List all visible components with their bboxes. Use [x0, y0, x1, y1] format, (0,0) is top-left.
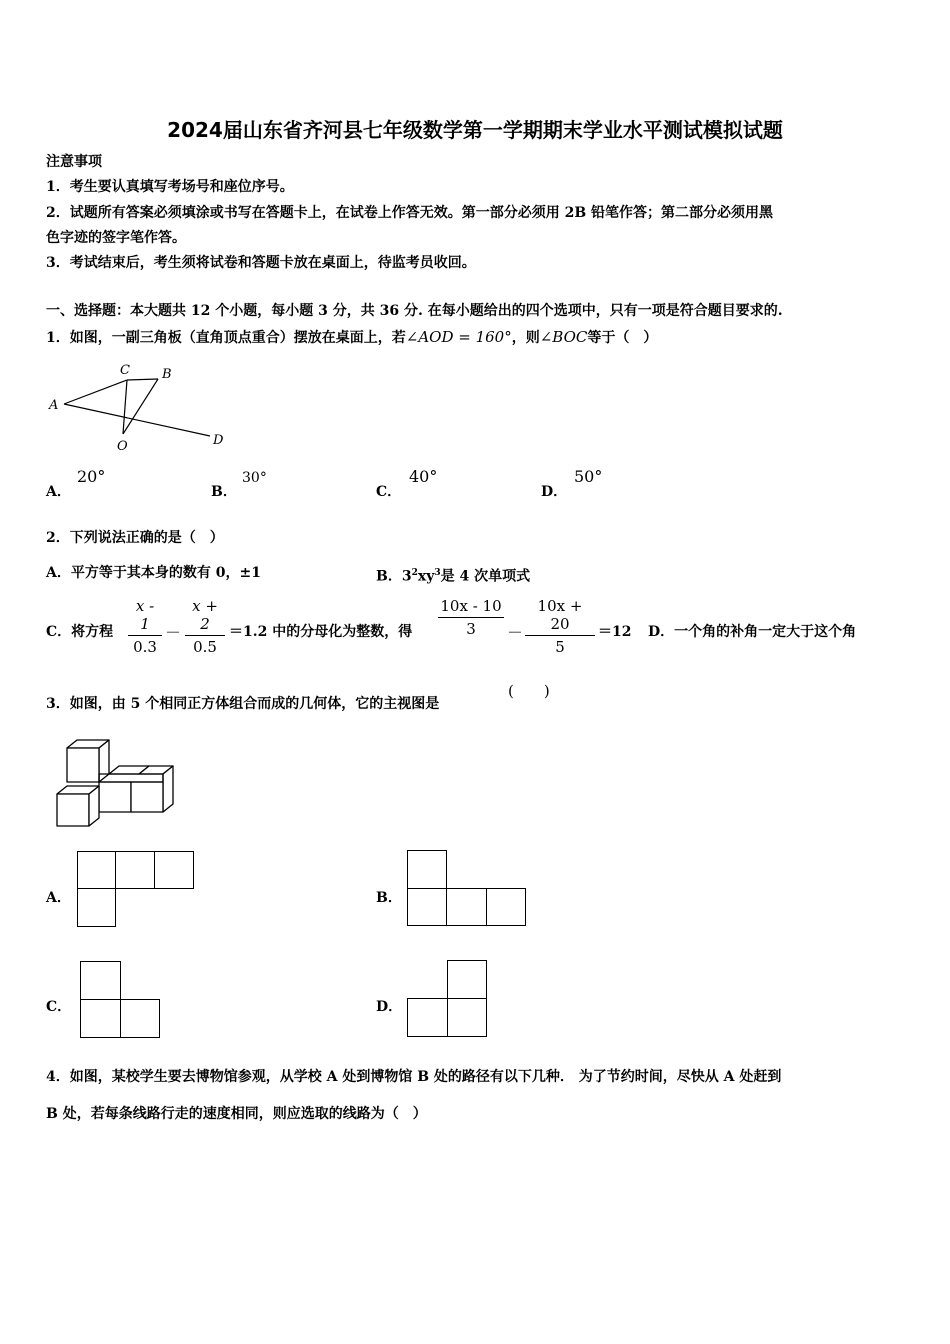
square: [77, 851, 116, 889]
line-bo: [123, 379, 158, 434]
fraction-3-den: 3: [466, 620, 476, 638]
q3-stem: 3．如图，由 5 个相同正方体组合而成的几何体，它的主视图是: [46, 696, 440, 712]
line-ac: [64, 380, 127, 404]
q1-option-b-label: B．: [211, 484, 237, 500]
q3-option-a-label: A．: [46, 890, 71, 906]
q1-stem-b: ，则: [511, 330, 540, 346]
q1-math-aod: ∠AOD = 160°: [405, 328, 512, 346]
q1-stem-a: 1．如图，一副三角板（直角顶点重合）摆放在桌面上，若: [46, 330, 406, 346]
notes-item-1: 1．考生要认真填写考场号和座位序号。: [46, 179, 294, 195]
fraction-4: [525, 597, 595, 656]
label-c: C: [120, 363, 130, 378]
q1-option-c-label: C．: [376, 484, 402, 500]
q3-option-c-label: C．: [46, 999, 72, 1015]
q1-option-a-label: A．: [46, 484, 71, 500]
q3-cube-figure: [52, 738, 178, 830]
fraction-2-den: 0.5: [193, 638, 217, 656]
minus-1: －: [165, 623, 182, 642]
line-cb: [127, 379, 158, 380]
q2-option-c-end: ＝12: [598, 624, 632, 640]
square: [447, 998, 487, 1037]
q3-option-d-label: D．: [376, 999, 403, 1015]
square: [447, 960, 487, 999]
q2-option-b: [376, 563, 530, 587]
q2-option-d: D．一个角的补角一定大于这个角: [648, 624, 857, 640]
minus-2: －: [507, 623, 524, 642]
q2-option-b-sup2: 3: [434, 568, 441, 578]
q1-option-d-label: D．: [541, 484, 568, 500]
q2-option-c-pre: C．将方程: [46, 624, 114, 640]
q2-option-b-pre: B．3: [376, 568, 412, 585]
square: [407, 850, 447, 889]
fraction-4-den: 5: [555, 638, 565, 656]
label-a: A: [49, 398, 59, 413]
square: [407, 998, 448, 1037]
square: [80, 999, 121, 1038]
q2-option-a: A．平方等于其本身的数有 0，±1: [46, 565, 261, 581]
notes-heading: 注意事项: [46, 154, 102, 170]
square: [407, 888, 447, 926]
q2-option-c-mid: ＝1.2 中的分母化为整数，得: [229, 624, 413, 640]
fraction-1-den: 0.3: [133, 638, 157, 656]
fraction-3: [438, 597, 504, 638]
square: [120, 999, 160, 1038]
q4-line-1: 4．如图，某校学生要去博物馆参观，从学校 A 处到博物馆 B 处的路径有以下几种． 为了节约时间，尽快从 A 处赶到: [46, 1069, 782, 1085]
notes-item-2a: 2．试题所有答案必须填涂或书写在答题卡上，在试卷上作答无效。第一部分必须用 2B 铅笔作答；第二部分必须用黑: [46, 205, 774, 221]
q2-option-b-mid: xy: [417, 568, 435, 585]
notes-item-2b: 色字迹的签字笔作答。: [46, 230, 186, 246]
q1-option-c-value: 40°: [409, 467, 438, 486]
square: [77, 888, 116, 927]
fraction-2-num: x + 2: [192, 597, 218, 633]
q1-option-d-value: 50°: [574, 467, 603, 486]
square: [154, 851, 194, 889]
q1-option-a-value: 20°: [77, 467, 106, 486]
q1-math-boc: ∠BOC: [539, 328, 588, 346]
square: [115, 851, 155, 889]
q4-line-2: B 处，若每条线路行走的速度相同，则应选取的线路为（ ）: [46, 1106, 427, 1122]
section-heading: 一、选择题：本大题共 12 个小题，每小题 3 分，共 36 分. 在每小题给出的四个选项中，只有一项是符合题目要求的.: [46, 303, 783, 319]
q2-stem: 2．下列说法正确的是（ ）: [46, 530, 224, 546]
fraction-1-num: x - 1: [135, 597, 155, 633]
fraction-1: [128, 597, 162, 656]
label-o: O: [117, 439, 128, 454]
q3-paren: ( ): [508, 682, 550, 700]
label-b: B: [162, 367, 172, 382]
q2-option-b-sup1: 2: [411, 568, 418, 578]
fraction-4-num: 10x + 20: [537, 597, 583, 633]
line-ad: [64, 404, 210, 436]
line-co: [123, 380, 127, 434]
q3-option-b-label: B．: [376, 890, 402, 906]
q1-triangle-figure: [44, 358, 244, 458]
q1-stem: [46, 327, 657, 348]
q2-option-b-post: 是 4 次单项式: [440, 568, 531, 585]
fraction-3-num: 10x - 10: [440, 597, 502, 615]
label-d: D: [213, 433, 224, 448]
page-title: 2024届山东省齐河县七年级数学第一学期期末学业水平测试模拟试题: [167, 118, 783, 142]
square: [486, 888, 526, 926]
q1-option-b-value: 30°: [242, 470, 267, 486]
fraction-2: [185, 597, 225, 656]
q1-stem-c: 等于（ ）: [587, 330, 658, 346]
square: [446, 888, 487, 926]
square: [80, 961, 121, 1000]
notes-item-3: 3．考试结束后，考生须将试卷和答题卡放在桌面上，待监考员收回。: [46, 255, 476, 271]
